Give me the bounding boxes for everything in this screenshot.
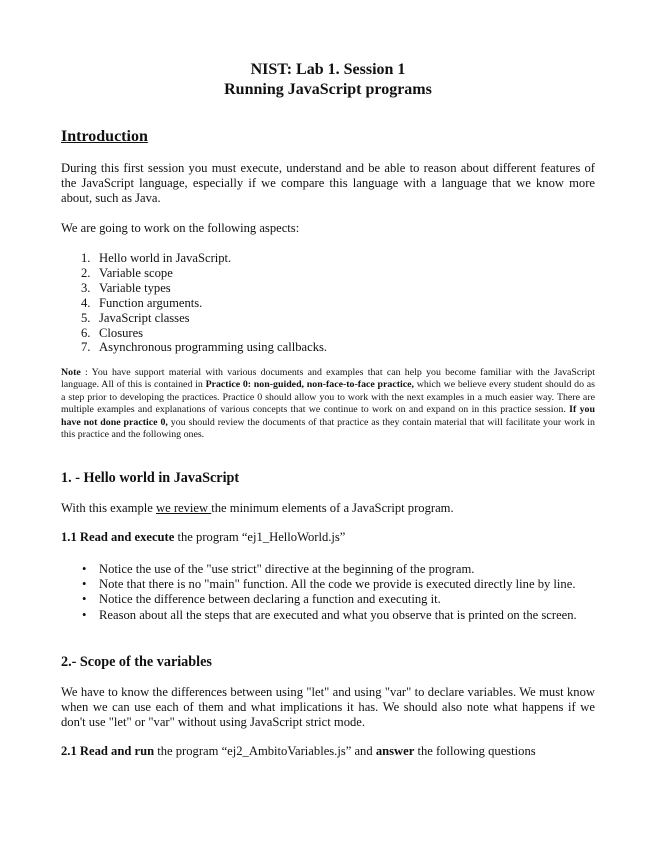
list-item: • Notice the difference between declaring a function and executing it. bbox=[61, 592, 595, 607]
list-item: • Note that there is no "main" function. All the code we provide is executed directly line by line. bbox=[61, 577, 595, 592]
section1-task bbox=[61, 530, 595, 545]
note-text-3: you should review the documents of that practice as they contain material that will facilitate your work in this practice and the following ones. bbox=[61, 416, 595, 441]
section1-bullets-block bbox=[61, 562, 595, 623]
list-item bbox=[61, 296, 595, 311]
section1-bullet-list bbox=[61, 562, 595, 623]
list-item-number: 3. bbox=[81, 280, 91, 295]
introduction-paragraph-block bbox=[61, 161, 595, 207]
list-item-text: Hello world in JavaScript. bbox=[99, 251, 232, 265]
list-item-text: Closures bbox=[99, 325, 144, 340]
note-text-1: : You have support material with various documents and examples that can help you become familiar with the JavaScript language. All of this is contained in bbox=[61, 367, 595, 391]
note-text-2: which we believe every student should do as a step prior to developing the practices. Practice 0 should allow you to work with the next examples in a much easier way. There are multiple examples and explanations of various concepts that we continue to work on and expand on in this practice session. bbox=[61, 379, 595, 416]
introduction-paragraph: During this first session you must execute, understand and be able to reason about different features of the JavaScript language, especially if we compare this language with a language that we know more about, such as Java. bbox=[61, 161, 595, 206]
section1-task-rest: the program “ej1_HelloWorld.js” bbox=[174, 530, 346, 544]
note-paragraph bbox=[61, 367, 595, 441]
list-item bbox=[61, 326, 595, 341]
list-item-number: 1. bbox=[81, 251, 91, 265]
list-item-number: 7. bbox=[81, 340, 91, 355]
list-item bbox=[61, 311, 595, 326]
section1-heading: 1. - Hello world in JavaScript bbox=[61, 470, 240, 486]
note-label: Note bbox=[61, 367, 81, 378]
list-item: • Notice the use of the "use strict" directive at the beginning of the program. bbox=[61, 562, 595, 577]
section1-intro-block bbox=[61, 501, 595, 516]
section2-task-bold: 2.1 Read and run bbox=[61, 744, 155, 758]
section2-heading-block bbox=[61, 654, 595, 671]
list-item-text: Variable scope bbox=[99, 265, 173, 280]
list-item bbox=[61, 281, 595, 296]
section2-task bbox=[61, 744, 595, 759]
document-title bbox=[61, 60, 595, 100]
section2-task-bold-2: answer bbox=[375, 744, 415, 758]
list-item-text: Variable types bbox=[99, 280, 171, 295]
section1-task-bold: 1.1 Read and execute bbox=[61, 530, 175, 544]
list-item bbox=[61, 266, 595, 281]
section1-intro-post: the minimum elements of a JavaScript program. bbox=[211, 501, 454, 515]
list-item bbox=[61, 340, 595, 355]
section2-heading: 2.- Scope of the variables bbox=[61, 654, 212, 670]
aspects-list-block bbox=[61, 251, 595, 355]
list-item-number: 4. bbox=[81, 295, 91, 310]
aspects-list bbox=[61, 251, 595, 355]
section2-paragraph-block bbox=[61, 685, 595, 731]
title-line-2: Running JavaScript programs bbox=[224, 81, 432, 98]
section1-heading-block bbox=[61, 470, 595, 487]
list-item-text: Asynchronous programming using callbacks. bbox=[99, 340, 328, 355]
section2-task-mid: the program “ej2_AmbitoVariables.js” and bbox=[154, 744, 376, 758]
aspects-intro: We are going to work on the following aspects: bbox=[61, 221, 300, 235]
list-item-number: 5. bbox=[81, 310, 91, 325]
list-item bbox=[61, 251, 595, 266]
title-line-1: NIST: Lab 1. Session 1 bbox=[250, 61, 406, 78]
section1-intro bbox=[61, 501, 595, 516]
section1-intro-pre: With this example bbox=[61, 501, 156, 515]
section2-task-end: the following questions bbox=[414, 744, 536, 758]
list-item-number: 6. bbox=[81, 325, 91, 340]
list-item-text: Function arguments. bbox=[99, 295, 203, 310]
section2-task-block bbox=[61, 744, 595, 759]
section1-task-block bbox=[61, 530, 595, 545]
list-item-text: JavaScript classes bbox=[99, 310, 190, 325]
list-item: • Reason about all the steps that are executed and what you observe that is printed on the screen. bbox=[61, 608, 595, 623]
aspects-intro-block bbox=[61, 221, 595, 236]
introduction-heading: Introduction bbox=[61, 128, 148, 145]
section2-paragraph: We have to know the differences between using "let" and using "var" to declare variables. We must know when we can use each of them and what implications it has. We should also note what happens if we don't use "let" or "var" without using JavaScript strict mode. bbox=[61, 685, 595, 730]
note-bold-2: If you have not done practice 0, bbox=[61, 404, 595, 428]
note-block bbox=[61, 367, 595, 441]
list-item-number: 2. bbox=[81, 265, 91, 280]
note-bold-1: Practice 0: non-guided, non-face-to-face practice, bbox=[205, 379, 414, 391]
section1-intro-underlined: we review bbox=[155, 501, 212, 515]
